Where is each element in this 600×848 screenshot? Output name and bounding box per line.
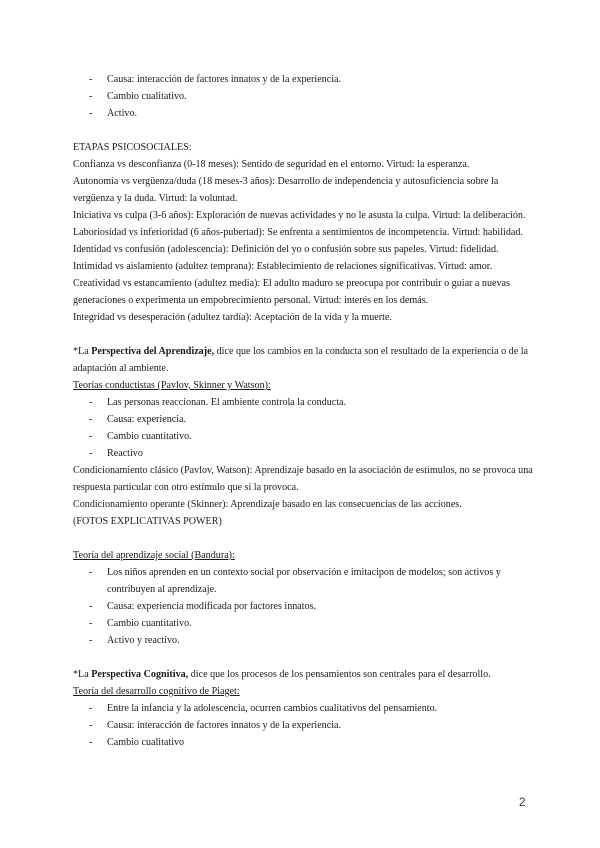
social-subheading: Teoría del aprendizaje social (Bandura): <box>73 550 235 561</box>
list-item-text: Causa: interacción de factores innatos y de la experiencia. <box>107 74 342 85</box>
dash-icon: - <box>89 737 93 748</box>
condicionamiento-line: Condicionamiento operante (Skinner): Aprendizaje basado en las consecuencias de las acciones. <box>73 499 462 510</box>
dash-icon: - <box>89 703 93 714</box>
dash-icon: - <box>89 414 93 425</box>
etapa-line: Iniciativa vs culpa (3-6 años): Exploración de nuevas actividades y no le asusta la culpa. Virtud: la deliberación. <box>73 210 526 221</box>
etapa-line: Creatividad vs estancamiento (adultez media): El adulto maduro se preocupa por contribuir o guiar a nuevas generaciones o experimenta un empobrecimiento personal. Virtud: interés en los demás. <box>73 278 510 306</box>
dash-icon: - <box>89 397 93 408</box>
list-item-text: Cambio cualitativo. <box>107 91 187 102</box>
intro-rest: dice que los procesos de los pensamientos son centrales para el desarrollo. <box>188 669 491 680</box>
cognitiva-section <box>73 666 533 751</box>
list-item <box>73 88 533 105</box>
intro-rest: dice que los cambios en la conducta son el resultado de la experiencia o de la adaptación al ambiente. <box>73 346 529 374</box>
page-number: 2 <box>519 797 526 809</box>
list-item-text: Las personas reaccionan. El ambiente controla la conducta. <box>107 397 347 408</box>
etapa-line: Confianza vs desconfianza (0-18 meses): Sentido de seguridad en el entorno. Virtud: la esperanza. <box>73 159 470 170</box>
condicionamiento-line: Condicionamiento clásico (Pavlov, Watson): Aprendizaje basado en la asociación de estímulos, no se provoca una respuesta particular con otro estímulo que sí la provoca. <box>73 465 533 493</box>
dash-icon: - <box>89 601 93 612</box>
list-item-text: Los niños aprenden en un contexto social por observación e imitacipon de modelos; son activos y contribuyen al aprendizaje. <box>107 567 501 595</box>
top-bullet-list <box>73 71 533 122</box>
dash-icon: - <box>89 567 93 578</box>
dash-icon: - <box>89 108 93 119</box>
piaget-subheading: Teoría del desarrollo cognitivo de Piaget: <box>73 686 240 697</box>
list-item <box>73 71 533 88</box>
list-item-text: Causa: experiencia modificada por factores innatos. <box>107 601 317 612</box>
list-item-text: Entre la infancia y la adolescencia, ocurren cambios cualitativos del pensamiento. <box>107 703 438 714</box>
etapa-line: Identidad vs confusión (adolescencia): Definición del yo o confusión sobre sus papeles. Virtud: fidelidad. <box>73 244 499 255</box>
etapas-heading: ETAPAS PSICOSOCIALES: <box>73 142 192 153</box>
list-item <box>73 632 533 649</box>
list-item-text: Cambio cualitativo <box>107 737 185 748</box>
list-item <box>73 394 533 411</box>
aprendizaje-intro <box>73 343 533 377</box>
list-item <box>73 564 533 598</box>
dash-icon: - <box>89 635 93 646</box>
list-item-text: Cambio cuantitativo. <box>107 618 192 629</box>
etapa-line: Autonomía vs vergüenza/duda (18 meses-3 años): Desarrollo de independencia y autosuficiencia sobre la vergüenza y la duda. Virtud: la voluntad. <box>73 176 499 204</box>
list-item-text: Causa: experiencia. <box>107 414 187 425</box>
list-item <box>73 105 533 122</box>
list-item <box>73 428 533 445</box>
list-item-text: Causa: interacción de factores innatos y de la experiencia. <box>107 720 342 731</box>
page-content <box>73 71 533 751</box>
dash-icon: - <box>89 91 93 102</box>
intro-prefix: *La <box>73 346 92 357</box>
list-item-text: Activo y reactivo. <box>107 635 180 646</box>
social-section <box>73 547 533 649</box>
list-item <box>73 734 533 751</box>
list-item <box>73 598 533 615</box>
list-item-text: Activo. <box>107 108 137 119</box>
list-item-text: Cambio cuantitativo. <box>107 431 192 442</box>
conductistas-subheading: Teorías conductistas (Pavlov, Skinner y Watson): <box>73 380 271 391</box>
dash-icon: - <box>89 448 93 459</box>
etapa-line: Integridad vs desesperación (adultez tardía): Aceptación de la vida y la muerte. <box>73 312 392 323</box>
list-item <box>73 411 533 428</box>
list-item-text: Reactivo <box>107 448 143 459</box>
dash-icon: - <box>89 74 93 85</box>
fotos-note: (FOTOS EXPLICATIVAS POWER) <box>73 516 222 527</box>
intro-bold: Perspectiva del Aprendizaje, <box>91 346 215 357</box>
dash-icon: - <box>89 431 93 442</box>
etapa-line: Intimidad vs aislamiento (adultez temprana): Establecimiento de relaciones significativas. Virtud: amor. <box>73 261 493 272</box>
cognitiva-intro <box>73 666 533 683</box>
list-item <box>73 717 533 734</box>
list-item <box>73 700 533 717</box>
dash-icon: - <box>89 618 93 629</box>
etapas-section <box>73 139 533 326</box>
list-item <box>73 615 533 632</box>
dash-icon: - <box>89 720 93 731</box>
aprendizaje-section <box>73 343 533 530</box>
list-item <box>73 445 533 462</box>
etapa-line: Laboriosidad vs inferioridad (6 años-pubertad): Se enfrenta a sentimientos de incompetencia. Virtud: habilidad. <box>73 227 523 238</box>
intro-prefix: *La <box>73 669 92 680</box>
intro-bold: Perspectiva Cognitiva, <box>91 669 189 680</box>
